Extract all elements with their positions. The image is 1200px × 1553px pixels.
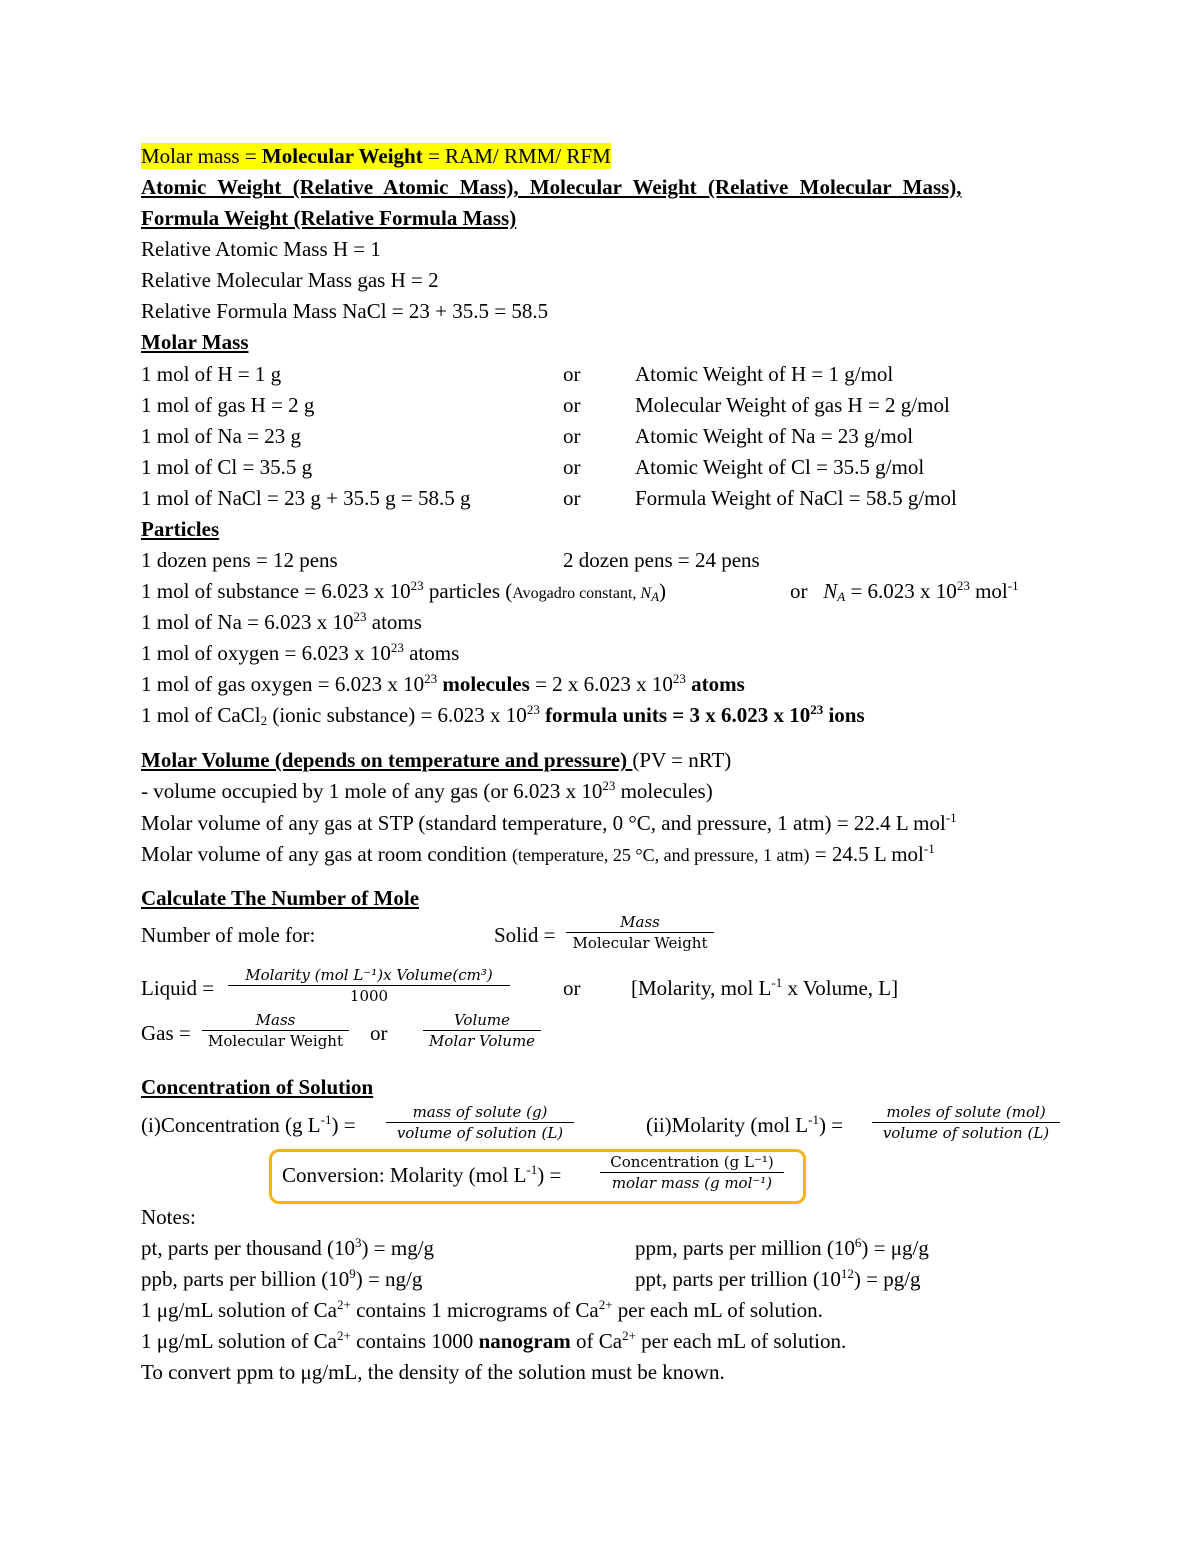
mm-row-left: 1 mol of Cl = 35.5 g [141, 455, 313, 479]
text: x Volume, L] [782, 976, 899, 1000]
gas-or: or [370, 1021, 388, 1045]
text: 1 μg/mL solution of Ca [141, 1298, 337, 1322]
superscript: 23 [424, 671, 438, 686]
mm-row-or: or [563, 393, 581, 417]
liquid-or: or [563, 976, 581, 1000]
mm-row-left: 1 mol of gas H = 2 g [141, 393, 315, 417]
heading-molar-volume [141, 747, 731, 773]
number-of-mole-label: Number of mole for: [141, 923, 316, 947]
note-parts-per-trillion [635, 1266, 921, 1292]
fraction-denominator: Molecular Weight [208, 1032, 343, 1050]
mol-na-atoms [141, 609, 422, 635]
text: 1 mol of Na = 6.023 x 10 [141, 610, 354, 634]
superscript: -1 [526, 1162, 538, 1177]
superscript: 3 [355, 1235, 362, 1250]
text: or [790, 579, 808, 603]
concentration-formula-label [141, 1112, 356, 1138]
text: mol [969, 579, 1008, 603]
mol-oxygen-atoms [141, 640, 459, 666]
mm-row-or: or [563, 424, 581, 448]
superscript: 23 [353, 609, 367, 624]
text-bold: formula units = 3 x 6.023 x 10 [539, 703, 811, 727]
text: ) = [537, 1163, 562, 1187]
text: 1 mol of substance = 6.023 x 10 [141, 579, 411, 603]
superscript: 23 [410, 578, 424, 593]
note-nanogram [141, 1328, 846, 1354]
text: Conversion: Molarity (mol L [282, 1163, 527, 1187]
heading-calculate-mole: Calculate The Number of Mole [141, 886, 420, 910]
liquid-label: Liquid = [141, 976, 215, 1000]
gas-label: Gas = [141, 1021, 191, 1045]
fraction-numerator: Mass [255, 1011, 296, 1029]
text-bold: nanogram [478, 1329, 571, 1353]
mm-row-right: Atomic Weight of H = 1 g/mol [635, 362, 894, 386]
text: Molar volume of any gas at room condition [141, 842, 512, 866]
text: 1 μg/mL solution of Ca [141, 1329, 337, 1353]
heading-formula-weight: Formula Weight (Relative Formula Mass) [141, 206, 517, 230]
fraction-denominator: Molecular Weight [572, 934, 708, 952]
gas-fraction-mass [202, 1010, 349, 1051]
dozen-pens-one: 1 dozen pens = 12 pens [141, 548, 338, 572]
superscript: 2+ [336, 1297, 351, 1312]
text: = RAM/ RMM/ RFM [422, 144, 611, 168]
text: Molar volume of any gas at STP (standard temperature, 0 °C, and pressure, 1 atm) = 22.4 L mol [141, 811, 946, 835]
fraction-denominator: volume of solution (L) [882, 1124, 1050, 1142]
relative-atomic-mass: Relative Atomic Mass H = 1 [141, 237, 381, 261]
subscript: A [837, 589, 846, 604]
molarity-fraction [872, 1102, 1060, 1143]
text: ) = ng/g [355, 1267, 423, 1291]
superscript: 23 [672, 671, 686, 686]
conversion-fraction [600, 1152, 784, 1193]
fraction-denominator: 1000 [349, 987, 389, 1005]
liquid-fraction [228, 965, 510, 1006]
superscript: 23 [526, 702, 540, 717]
text: atoms [366, 610, 422, 634]
fraction-numerator: Concentration (g L⁻¹) [610, 1153, 774, 1171]
notes-label: Notes: [141, 1205, 196, 1229]
superscript: 9 [349, 1266, 356, 1281]
fraction-denominator: volume of solution (L) [396, 1124, 564, 1142]
mm-row-left: 1 mol of NaCl = 23 g + 35.5 g = 58.5 g [141, 486, 471, 510]
mm-row-left: 1 mol of Na = 23 g [141, 424, 301, 448]
superscript: -1 [945, 810, 957, 825]
text: (PV = nRT) [632, 748, 732, 772]
superscript: 23 [390, 640, 404, 655]
molar-volume-definition [141, 778, 713, 804]
text-bold: atoms [685, 672, 745, 696]
text-small: Avogadro constant, [512, 585, 641, 602]
mm-row-or: or [563, 486, 581, 510]
concentration-fraction [386, 1102, 574, 1143]
avogadro-line [141, 578, 666, 607]
note-parts-per-million [635, 1235, 929, 1261]
avogadro-constant-value [790, 578, 1019, 604]
mm-row-or: or [563, 455, 581, 479]
superscript: 2+ [336, 1328, 351, 1343]
text: particles ( [423, 579, 513, 603]
text: per each mL of solution. [635, 1329, 847, 1353]
text: pt, parts per thousand (10 [141, 1236, 356, 1260]
superscript: 2+ [598, 1297, 613, 1312]
text: (ionic substance) = 6.023 x 10 [267, 703, 527, 727]
mol-gas-oxygen [141, 671, 745, 697]
text: (i)Concentration (g L [141, 1113, 321, 1137]
relative-molecular-mass: Relative Molecular Mass gas H = 2 [141, 268, 439, 292]
heading-text: Atomic Weight (Relative Atomic Mass), Molecular Weight (Relative Molecular Mass), [141, 175, 962, 199]
molarity-formula-label [646, 1112, 843, 1138]
text: molecules) [615, 779, 713, 803]
text: = 24.5 L mol [809, 842, 924, 866]
text: 1 mol of CaCl [141, 703, 261, 727]
text-bold: molecules [437, 672, 530, 696]
solid-fraction [566, 912, 714, 953]
superscript: 2+ [622, 1328, 636, 1343]
superscript: 23 [956, 578, 970, 593]
fraction-numerator: Molarity (mol L⁻¹)x Volume(cm³) [245, 966, 493, 984]
dozen-pens-two: 2 dozen pens = 24 pens [563, 548, 760, 572]
text: atoms [403, 641, 460, 665]
text: 1 mol of gas oxygen = 6.023 x 10 [141, 672, 425, 696]
symbol: N [640, 585, 652, 602]
mm-row-right: Atomic Weight of Cl = 35.5 g/mol [635, 455, 925, 479]
superscript: -1 [320, 1112, 332, 1127]
relative-formula-mass: Relative Formula Mass NaCl = 23 + 35.5 = 58.5 [141, 299, 549, 323]
text: = 6.023 x 10 [845, 579, 957, 603]
text: ppt, parts per trillion (10 [635, 1267, 841, 1291]
gas-fraction-volume [423, 1010, 541, 1051]
fraction-denominator: Molar Volume [428, 1032, 536, 1050]
heading-text: Molar Volume (depends on temperature and pressure) [141, 748, 633, 772]
text: contains 1000 [350, 1329, 479, 1353]
text: ) = mg/g [361, 1236, 435, 1260]
mol-cacl2 [141, 702, 865, 728]
text: per each mL of solution. [612, 1298, 823, 1322]
text: ) = [818, 1113, 844, 1137]
text: ppb, parts per billion (10 [141, 1267, 350, 1291]
text: ) = pg/g [853, 1267, 921, 1291]
heading-concentration: Concentration of Solution [141, 1075, 374, 1099]
heading-particles: Particles [141, 517, 220, 541]
fraction-numerator: Mass [620, 913, 660, 931]
text-bold: ions [823, 703, 865, 727]
superscript: -1 [808, 1112, 819, 1127]
text: - volume occupied by 1 mole of any gas (or 6.023 x 10 [141, 779, 603, 803]
note-parts-per-billion [141, 1266, 422, 1292]
fraction-numerator: mass of solute (g) [412, 1103, 548, 1121]
subscript: 2 [260, 713, 268, 728]
fraction-numerator: Volume [453, 1011, 511, 1029]
mm-row-right: Molecular Weight of gas H = 2 g/mol [635, 393, 950, 417]
superscript: -1 [1007, 578, 1019, 593]
text: 1 mol of oxygen = 6.023 x 10 [141, 641, 391, 665]
molar-volume-room [141, 841, 935, 868]
heading-weights [141, 174, 1059, 200]
mm-row-right: Formula Weight of NaCl = 58.5 g/mol [635, 486, 957, 510]
text: Molar mass = [141, 144, 262, 168]
superscript: 23 [602, 778, 616, 793]
liquid-alternative [631, 975, 898, 1001]
superscript: 23 [810, 702, 824, 717]
text-small: (temperature, 25 °C, and pressure, 1 atm) [511, 845, 810, 865]
fraction-numerator: moles of solute (mol) [886, 1103, 1046, 1121]
text: contains 1 micrograms of Ca [350, 1298, 599, 1322]
mm-row-or: or [563, 362, 581, 386]
text: ) = [331, 1113, 356, 1137]
solid-label: Solid = [494, 923, 556, 947]
symbol: N [823, 579, 838, 603]
note-micrograms [141, 1297, 823, 1323]
mm-row-right: Atomic Weight of Na = 23 g/mol [635, 424, 914, 448]
mm-row-left: 1 mol of H = 1 g [141, 362, 282, 386]
note-parts-per-thousand [141, 1235, 434, 1261]
text: = 2 x 6.023 x 10 [529, 672, 673, 696]
superscript: -1 [771, 975, 783, 990]
superscript: 12 [840, 1266, 854, 1281]
text: ) = μg/g [861, 1236, 929, 1260]
text: ppm, parts per million (10 [635, 1236, 855, 1260]
text: of Ca [570, 1329, 623, 1353]
molar-volume-stp [141, 810, 957, 836]
text: (ii)Molarity (mol L [646, 1113, 809, 1137]
text: [Molarity, mol L [631, 976, 772, 1000]
heading-molar-mass: Molar Mass [141, 330, 249, 354]
fraction-denominator: molar mass (g mol⁻¹) [611, 1174, 773, 1192]
superscript: -1 [923, 841, 935, 856]
molar-mass-definition [141, 143, 611, 169]
conversion-formula-label [282, 1162, 561, 1188]
subscript: A [651, 589, 660, 604]
superscript: 6 [854, 1235, 862, 1250]
note-density: To convert ppm to μg/mL, the density of the solution must be known. [141, 1360, 725, 1384]
text-bold: Molecular Weight [261, 144, 423, 168]
text: ) [659, 579, 667, 603]
